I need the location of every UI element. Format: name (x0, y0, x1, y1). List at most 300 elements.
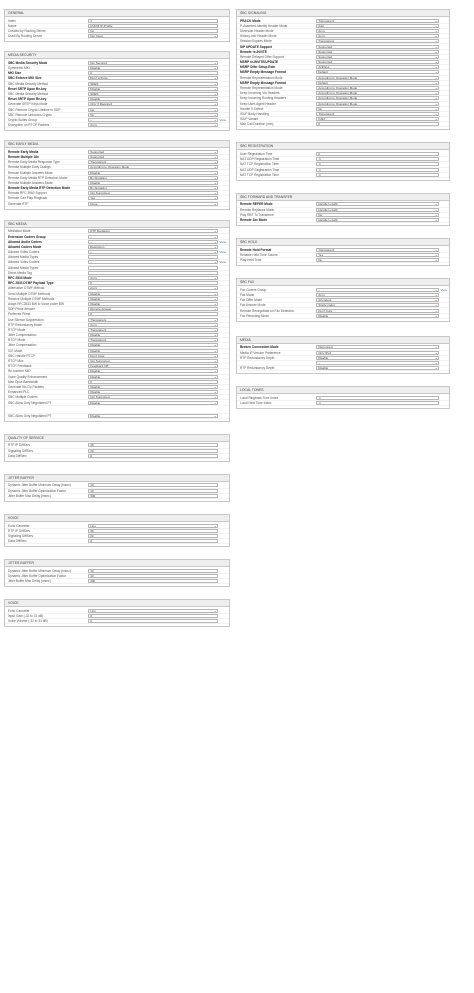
input-jitter-buffer-max-delay-msec[interactable]: 300 (88, 494, 218, 498)
field-label: SBC Media Security Method (8, 81, 49, 86)
field-label: Voice Quality Enhancement (8, 374, 48, 379)
section-title: JITTER BUFFER (5, 475, 229, 482)
field-label: Diversion Header Mode (240, 28, 274, 33)
select-re-number-mid[interactable]: Disable ▾ (88, 369, 218, 373)
section-title: SBC HOLD (237, 239, 449, 246)
select-rtcp-mode[interactable]: Transparent ▾ (88, 328, 218, 332)
select-msrp-re-invite-update[interactable]: Supported ▾ (316, 60, 439, 64)
select-reliable-held-tone-source[interactable]: Yes ▾ (316, 253, 439, 257)
form-row (237, 218, 449, 223)
field-label: NAT UDP Registration Time (240, 167, 280, 172)
select-remote-representation-mode[interactable]: According to Operation Mode ▾ (316, 76, 439, 80)
select-remote-replaces-mode[interactable]: Handle Locally ▾ (316, 208, 439, 212)
form-row (237, 314, 449, 319)
select-msrp-offer-setup-role[interactable]: ActPass ▾ (316, 65, 439, 69)
field-label: Generate RTP (8, 201, 29, 206)
select-sbc-media-security-method[interactable]: SDES ▾ (88, 82, 218, 86)
select-remote-delayed-offer-support[interactable]: Supported ▾ (316, 55, 439, 59)
field-label: RTP IP DiffServ (8, 443, 31, 448)
select-alternative-dtmf-method[interactable]: As Is ▾ (88, 286, 218, 290)
field-label: Media IP Version Preference (240, 350, 281, 355)
field-label: RTCP Feedback (8, 364, 32, 369)
section-body (5, 522, 229, 546)
form-row (5, 34, 229, 39)
input-allowed-media-types[interactable] (88, 255, 218, 259)
field-label: Created by Routing Server (8, 28, 46, 33)
select-reset-srtp-upon-re-key[interactable]: Disable ▾ (88, 97, 218, 101)
select-encryption-on-rtcp-packets[interactable]: As Is ▾ (88, 123, 218, 127)
select-reset-srtp-upon-re-key[interactable]: Disable ▾ (88, 87, 218, 91)
section-body (5, 228, 229, 421)
section-title: SBC REGISTRATION (237, 143, 449, 150)
input-jitter-buffer-max-delay-msec[interactable]: 300 (88, 579, 218, 583)
section-title: MEDIA SECURITY (5, 52, 229, 59)
select-allowed-coders-mode[interactable]: Restriction ▾ (88, 245, 218, 249)
section-body (237, 394, 449, 408)
section-quality-of-service (4, 434, 230, 462)
select-isup-variant[interactable]: Itu92 ▾ (316, 117, 439, 121)
input-direct-media-tag[interactable] (88, 271, 218, 275)
field-label: PRACK Mode (240, 18, 261, 23)
section-voice (4, 514, 230, 547)
field-label: NAT TCP Registration Time (240, 162, 279, 167)
select-jitter-compensation[interactable]: Disable ▾ (88, 343, 218, 347)
select-remote-refer-mode[interactable]: Handle Locally ▾ (316, 202, 439, 206)
form-row (5, 123, 229, 128)
field-label: Voice Volume (-32 to 31 dB) (8, 619, 48, 624)
select-keep-incoming-routing-headers[interactable]: According to Operation Mode ▾ (316, 96, 439, 100)
field-label: Preferred Ptime (8, 312, 31, 317)
field-label: ISUP Variant (240, 117, 259, 122)
section-body (5, 567, 229, 586)
field-label: RTP Redundancy Depth (240, 366, 275, 371)
field-label: Max Opus Bandwidth (8, 379, 39, 384)
section-sbc-signaling (236, 9, 450, 130)
field-label: Fax Answer Mode (240, 303, 266, 308)
field-label: Keep Incoming Via Headers (240, 91, 280, 96)
select-broken-connection-mode[interactable]: Disconnect ▾ (316, 345, 439, 349)
select-rtcp-mux[interactable]: Not Supported ▾ (88, 359, 218, 363)
select-fax-rerouting-mode[interactable]: Disable ▾ (316, 314, 439, 318)
field-label: Remote Early Media Response Type (8, 160, 60, 165)
field-label: Receive Multiple DTMF Methods (8, 296, 55, 301)
select-extension-coders-group[interactable]: -- ▾ (88, 235, 218, 239)
field-label: Reset SRTP Upon Re-key (8, 86, 47, 91)
form-row (5, 454, 229, 459)
field-label: Remote Multiple Answers Mode (8, 180, 53, 185)
section-body (237, 286, 449, 321)
field-label: Remote Delayed Offer Support (240, 54, 284, 59)
view-link[interactable]: View (440, 287, 447, 292)
section-title: SBC FORWARD AND TRANSFER (237, 194, 449, 201)
field-label: Name (8, 23, 17, 28)
field-label: Fax Coders Group (240, 287, 267, 292)
field-label: Mediation Mode (8, 229, 31, 234)
field-label: Keep Incoming Routing Headers (240, 96, 287, 101)
section-title: SBC MEDIA (5, 221, 229, 228)
section-title: SBC FAX (237, 279, 449, 286)
input-local-ringback-tone-index[interactable]: -1 (316, 396, 439, 400)
input-created-by-routing-server[interactable]: No (88, 29, 218, 33)
input-dynamic-jitter-buffer-minimum-delay-msec[interactable]: 10 (88, 569, 218, 573)
select-handle-x-detect[interactable]: No ▾ (316, 107, 439, 111)
input-max-call-duration-min[interactable]: 0 (316, 122, 439, 126)
section-local-tones (236, 386, 450, 409)
field-label: Keep User-Agent Header (240, 101, 276, 106)
field-label: P-Asserted-Identity Header Mode (240, 23, 288, 28)
select-rtcp-mode[interactable]: Transparent ▾ (88, 338, 218, 342)
view-link[interactable]: View (219, 117, 226, 122)
input-nat-tcp-registration-time[interactable]: -1 (316, 173, 439, 177)
input-mki-size[interactable]: 0 (88, 71, 218, 75)
field-label: Reliable Held Tone Source (240, 252, 278, 257)
section-sbc-early-media (4, 140, 230, 210)
field-label: Enhanced PLC (8, 390, 30, 395)
view-link[interactable]: View (219, 260, 226, 265)
form-row (237, 366, 449, 371)
field-label: Fax Mode (240, 292, 255, 297)
field-label: RFC 2833 DTMF Payload Type (8, 281, 54, 286)
field-label: MSRP Empty Message Format (240, 70, 286, 75)
field-label: Data DiffServ (8, 539, 27, 544)
field-label: Generate No-Op Packets (8, 384, 44, 389)
field-label: Remote re-INVITE (240, 49, 267, 54)
view-link[interactable]: View (219, 239, 226, 244)
input-local-held-tone-index[interactable]: -1 (316, 401, 439, 405)
field-label: Allowed Video Coders (8, 260, 40, 265)
field-label: Re-number MID (8, 369, 31, 374)
field-label: Allowed Audio Coders (8, 239, 42, 244)
field-label: Remote REFER Mode (240, 202, 273, 207)
field-label: Remote RFC 3960 Support (8, 191, 47, 196)
field-label: Extension Coders Group (8, 234, 46, 239)
input-nat-udp-registration-time[interactable]: -1 (316, 157, 439, 161)
select-echo-canceller[interactable]: Line ▾ (88, 609, 218, 613)
select-remote-3xx-mode[interactable]: Handle Locally ▾ (316, 218, 439, 222)
field-label: Direct Media Tag (8, 270, 32, 275)
select-remote-early-media[interactable]: Supported ▾ (88, 150, 218, 154)
field-label: SBC Media Security Method (8, 91, 49, 96)
form-row (5, 539, 229, 544)
field-label: SBC Multiple Coders (8, 395, 38, 400)
field-label: MSRP Offer Setup Role (240, 65, 276, 70)
field-label: RTP Redundancy Depth (240, 355, 275, 360)
field-label: Session Expires Mode (240, 39, 272, 44)
left-column (4, 9, 230, 627)
right-column (236, 9, 450, 409)
input-rtp-ip-diffserv[interactable]: 46 (88, 529, 218, 533)
select-ice-mode[interactable]: Disable ▾ (88, 349, 218, 353)
section-body (5, 148, 229, 209)
field-label: Local Ringback Tone Index (240, 395, 279, 400)
select-mediation-mode[interactable]: RTP Mediation ▾ (88, 229, 218, 233)
section-body (5, 607, 229, 626)
field-label: Remote 3xx Mode (240, 218, 268, 223)
field-label: Fax Rerouting Mode (240, 313, 269, 318)
select-allowed-audio-coders[interactable]: -- ▾ (88, 240, 218, 244)
select-sbc-enforce-mki-size[interactable]: Don't enforce ▾ (88, 76, 218, 80)
field-label: Max Call Duration (min) (240, 122, 274, 127)
select-used-by-routing-server[interactable]: Not Used ▾ (88, 34, 218, 38)
section-sbc-forward-and-transfer (236, 193, 450, 226)
section-title: VOICE (5, 515, 229, 522)
input-preferred-ptime[interactable]: 0 (88, 312, 218, 316)
input-index[interactable]: 1 (88, 19, 218, 23)
select-msrp-empty-message-format[interactable]: Default ▾ (316, 81, 439, 85)
field-label: Adapt RFC2833 BW to Voice coder BW (8, 301, 64, 306)
input-user-registration-time[interactable]: 0 (316, 152, 439, 156)
field-label: Remote Can Play Ringback (8, 196, 48, 201)
field-label: Remote Replaces Mode (240, 207, 275, 212)
field-label: Crypto Suites Group (8, 117, 37, 122)
section-body (237, 246, 449, 265)
select-fax-answer-mode[interactable]: Single coder ▾ (316, 303, 439, 307)
select-enhanced-plc[interactable]: Disable ▾ (88, 390, 218, 394)
section-body (237, 150, 449, 179)
field-label: Remote Multiple Early Dialogs (8, 165, 51, 170)
form-row (237, 122, 449, 127)
field-label: Input Gain (-32 to 31 dB) (8, 614, 44, 619)
input-nat-udp-registration-time[interactable]: -1 (316, 168, 439, 172)
field-label: Remote Early Media (8, 149, 39, 154)
input-data-diffserv[interactable]: 0 (88, 454, 218, 458)
select-media-ip-version-preference[interactable]: Only IPv4 ▾ (316, 351, 439, 355)
field-label: Echo Canceller (8, 608, 30, 613)
field-label: Allowed Media Types (8, 255, 39, 260)
section-sbc-media (4, 220, 230, 422)
select-use-silence-suppression[interactable]: Transparent ▾ (88, 318, 218, 322)
field-label: ISUP Body Handling (240, 111, 270, 116)
field-label: ICE Mode (8, 348, 23, 353)
field-label: Local Held Tone Index (240, 401, 272, 406)
view-link[interactable]: View (219, 250, 226, 255)
select-remote-early-media-rtp-detection-mode[interactable]: By Signaling ▾ (88, 176, 218, 180)
select-msrp-empty-message-format[interactable]: Default ▾ (316, 70, 439, 74)
form-row (237, 258, 449, 263)
section-title: SBC EARLY MEDIA (5, 141, 229, 148)
select-sbc-media-security-mode[interactable]: Not Secured ▾ (88, 61, 218, 65)
field-label: Remote Renegotiate on Fax Detection (240, 308, 295, 313)
section-title: LOCAL TONES (237, 387, 449, 394)
select-sbc-remove-unknown-crypto[interactable]: No ▾ (88, 113, 218, 117)
select-adapt-rfc2833-bw-to-voice-coder-bw[interactable]: Disable ▾ (88, 302, 218, 306)
select-remote-multiple-18x[interactable]: Supported ▾ (88, 155, 218, 159)
field-label: SBC Remove Crypto Lifetime in SDP (8, 107, 61, 112)
field-label: Symmetric MKI (8, 66, 30, 71)
select-allowed-video-coders[interactable]: -- ▾ (88, 250, 218, 254)
select-sbc-media-security-method[interactable]: SDES ▾ (88, 92, 218, 96)
select-session-expires-mode[interactable]: Transparent ▾ (316, 39, 439, 43)
section-body (5, 59, 229, 130)
section-voice (4, 599, 230, 627)
form-row (5, 406, 229, 414)
field-label: Send Multiple DTMF Methods (8, 291, 51, 296)
input-max-opus-bandwidth[interactable]: 0 (88, 380, 218, 384)
select-crypto-suites-group[interactable]: -- ▾ (88, 118, 218, 122)
select-sbc-handle-rtcp[interactable]: Don't Care ▾ (88, 354, 218, 358)
form-row (5, 619, 229, 624)
field-label: Remote Early Media RTP Detection Mode (8, 186, 71, 191)
input-name[interactable]: CUCM IP-Profile (88, 24, 218, 28)
input-input-gain-32-to-31-db[interactable]: 0 (88, 614, 218, 618)
field-label: RTCP Mode (8, 327, 26, 332)
field-label: SBC Handle RTCP (8, 353, 36, 358)
input-dynamic-jitter-buffer-optimization-factor[interactable]: 10 (88, 489, 218, 493)
field-label: SBC Enforce MKI Size (8, 76, 42, 81)
input-dynamic-jitter-buffer-minimum-delay-msec[interactable]: 10 (88, 483, 218, 487)
field-label: Dynamic Jitter Buffer Minimum Delay [msec] (8, 483, 71, 488)
field-label: Remote Early Media RTP Detection Mode (8, 175, 68, 180)
field-label: Index (8, 18, 16, 23)
select-remote-hold-format[interactable]: Transparent ▾ (316, 248, 439, 252)
field-label: Jitter Compensation (8, 333, 37, 338)
select-play-held-tone[interactable]: No ▾ (316, 258, 439, 262)
field-label: User Registration Time (240, 152, 273, 157)
section-media-security (4, 51, 230, 131)
select-rtp-redundancy-depth[interactable]: Disable ▾ (316, 366, 439, 370)
select-remote-early-media-response-type[interactable]: Transparent ▾ (88, 160, 218, 164)
field-label: Remote Representation Mode (240, 86, 283, 91)
field-label: Remote Representation Mode (240, 75, 283, 80)
field-label: Handle X-Detect (240, 106, 264, 111)
field-label: Used By Routing Server (8, 34, 43, 39)
select-allowed-video-coders[interactable]: -- ▾ (88, 260, 218, 264)
input-signaling-diffserv[interactable]: 24 (88, 449, 218, 453)
select-remote-multiple-answers-mode[interactable]: Disable ▾ (88, 181, 218, 185)
input-voice-volume-32-to-31-db[interactable]: 0 (88, 619, 218, 623)
select-send-multiple-dtmf-methods[interactable]: Disable ▾ (88, 292, 218, 296)
select-remote-multiple-answers-mode[interactable]: Disable ▾ (88, 171, 218, 175)
select-rfc-2833-mode[interactable]: As Is ▾ (88, 276, 218, 280)
field-label: Data DiffServ (8, 453, 27, 458)
section-body (5, 482, 229, 501)
input-nat-tcp-registration-time[interactable]: -1 (316, 162, 439, 166)
select-sip-update-support[interactable]: Supported ▾ (316, 45, 439, 49)
form-row (5, 202, 229, 207)
select-echo-canceller[interactable]: Line ▾ (88, 524, 218, 528)
section-jitter-buffer (4, 474, 230, 502)
select-blank[interactable]: -- ▾ (316, 361, 439, 365)
select-prack-mode[interactable]: Transparent ▾ (316, 19, 439, 23)
select-history-info-header-mode[interactable]: As Is ▾ (316, 34, 439, 38)
select-remote-rfc-3960-support[interactable]: Not Supported ▾ (88, 191, 218, 195)
section-jitter-buffer (4, 559, 230, 587)
select-keep-user-agent-header[interactable]: According to Operation Mode ▾ (316, 102, 439, 106)
field-label: MKI Size (8, 71, 22, 76)
field-label: SBC Allow Only Negotiated PT (8, 413, 52, 418)
select-remote-early-media-rtp-detection-mode[interactable]: By Signaling ▾ (88, 186, 218, 190)
field-label: RTCP Mux (8, 359, 24, 364)
section-sbc-fax (236, 278, 450, 322)
select-voice-quality-enhancement[interactable]: Disable ▾ (88, 375, 218, 379)
select-symmetric-mki[interactable]: Disable ▾ (88, 66, 218, 70)
select-sbc-allow-only-negotiated-pt[interactable]: Disable ▾ (88, 401, 218, 405)
field-label: Use Silence Suppression (8, 317, 44, 322)
select-sdp-ptime-answer[interactable]: Remote Answer ▾ (88, 307, 218, 311)
select-rtp-redundancy-depth[interactable]: Disable ▾ (316, 356, 439, 360)
select-rtp-redundancy-mode[interactable]: As Is ▾ (88, 323, 218, 327)
field-label: RTP IP DiffServ (8, 528, 31, 533)
select-sbc-allow-only-negotiated-pt[interactable]: Disable ▾ (88, 414, 218, 418)
form-row (237, 173, 449, 178)
select-remote-renegotiate-on-fax-detection[interactable]: Don't Care ▾ (316, 309, 439, 313)
field-label: Echo Canceller (8, 523, 30, 528)
select-remote-can-play-ringback[interactable]: Yes ▾ (88, 196, 218, 200)
select-generate-rtp[interactable]: None ▾ (88, 202, 218, 206)
field-label: Reset SRTP Upon Re-key (8, 97, 47, 102)
section-body (237, 17, 449, 129)
select-fax-coders-group[interactable]: -- ▾ (316, 288, 439, 292)
section-title: QUALITY OF SERVICE (5, 435, 229, 442)
form-row (5, 414, 229, 419)
field-label: RTCP Mode (8, 338, 26, 343)
select-fax-mode[interactable]: As Is ▾ (316, 293, 439, 297)
select-remote-representation-mode[interactable]: According to Operation Mode ▾ (316, 86, 439, 90)
field-label: MSRP Empty Message Format (240, 80, 286, 85)
field-label: Dynamic Jitter Buffer Optimization Factor (8, 488, 67, 493)
input-data-diffserv[interactable]: 0 (88, 539, 218, 543)
select-fax-offer-mode[interactable]: All coders ▾ (316, 298, 439, 302)
select-rtcp-feedback[interactable]: Feedback Off ▾ (88, 364, 218, 368)
field-label: RTP Redundancy Mode (8, 322, 42, 327)
select-p-asserted-identity-header-mode[interactable]: Add ▾ (316, 24, 439, 28)
select-remote-re-invite[interactable]: Supported ▾ (316, 50, 439, 54)
select-isup-body-handling[interactable]: Transparent ▾ (316, 112, 439, 116)
section-media (236, 336, 450, 374)
field-label: Encryption on RTCP Packets (8, 123, 50, 128)
section-title: JITTER BUFFER (5, 560, 229, 567)
field-label: SDP Ptime Answer (8, 307, 35, 312)
form-row (5, 579, 229, 584)
field-label: Generate SRTP Keys Mode (8, 102, 48, 107)
field-label: SBC Remove Unknown Crypto (8, 112, 52, 117)
select-sbc-remove-crypto-lifetime-in-sdp[interactable]: No ▾ (88, 108, 218, 112)
field-label: Allowed Video Coders (8, 250, 40, 255)
field-label: Allowed Media Types (8, 265, 39, 270)
input-signaling-diffserv[interactable]: 24 (88, 534, 218, 538)
section-title: MEDIA (237, 337, 449, 344)
input-rfc-2833-dtmf-payload-type[interactable]: 0 (88, 281, 218, 285)
field-label: Play Held Tone (240, 258, 262, 263)
select-remote-multiple-early-dialogs[interactable]: According to Operation Mode ▾ (88, 165, 218, 169)
section-body (5, 17, 229, 41)
field-label: NAT UDP Registration Time (240, 157, 280, 162)
input-dynamic-jitter-buffer-optimization-factor[interactable]: 10 (88, 574, 218, 578)
select-generate-no-op-packets[interactable]: Disable ▾ (88, 385, 218, 389)
field-label: SIP UPDATE Support (240, 44, 272, 49)
input-rtp-ip-diffserv[interactable]: 46 (88, 443, 218, 447)
select-diversion-header-mode[interactable]: As Is ▾ (316, 29, 439, 33)
field-label: SBC Allow Only Negotiated PT (8, 400, 52, 405)
field-label: Alternative DTMF Method (8, 286, 45, 291)
select-jitter-compensation[interactable]: Disable ▾ (88, 333, 218, 337)
select-generate-srtp-keys-mode[interactable]: Only If Required ▾ (88, 102, 218, 106)
field-label: Signaling DiffServ (8, 533, 34, 538)
select-receive-multiple-dtmf-methods[interactable]: Disable ▾ (88, 297, 218, 301)
form-row (5, 494, 229, 499)
field-label: Signaling DiffServ (8, 448, 34, 453)
field-label: Jitter Compensation (8, 343, 37, 348)
section-title: GENERAL (5, 10, 229, 17)
field-label: Dynamic Jitter Buffer Minimum Delay [msec] (8, 568, 71, 573)
select-play-rbt-to-transferee[interactable]: No ▾ (316, 213, 439, 217)
form-row (237, 401, 449, 406)
select-sbc-multiple-coders[interactable]: Not Supported ▾ (88, 395, 218, 399)
field-label: SBC Media Security Mode (8, 60, 48, 65)
select-keep-incoming-via-headers[interactable]: According to Operation Mode ▾ (316, 91, 439, 95)
input-allowed-media-types[interactable] (88, 266, 218, 270)
section-title: SBC SIGNALING (237, 10, 449, 17)
